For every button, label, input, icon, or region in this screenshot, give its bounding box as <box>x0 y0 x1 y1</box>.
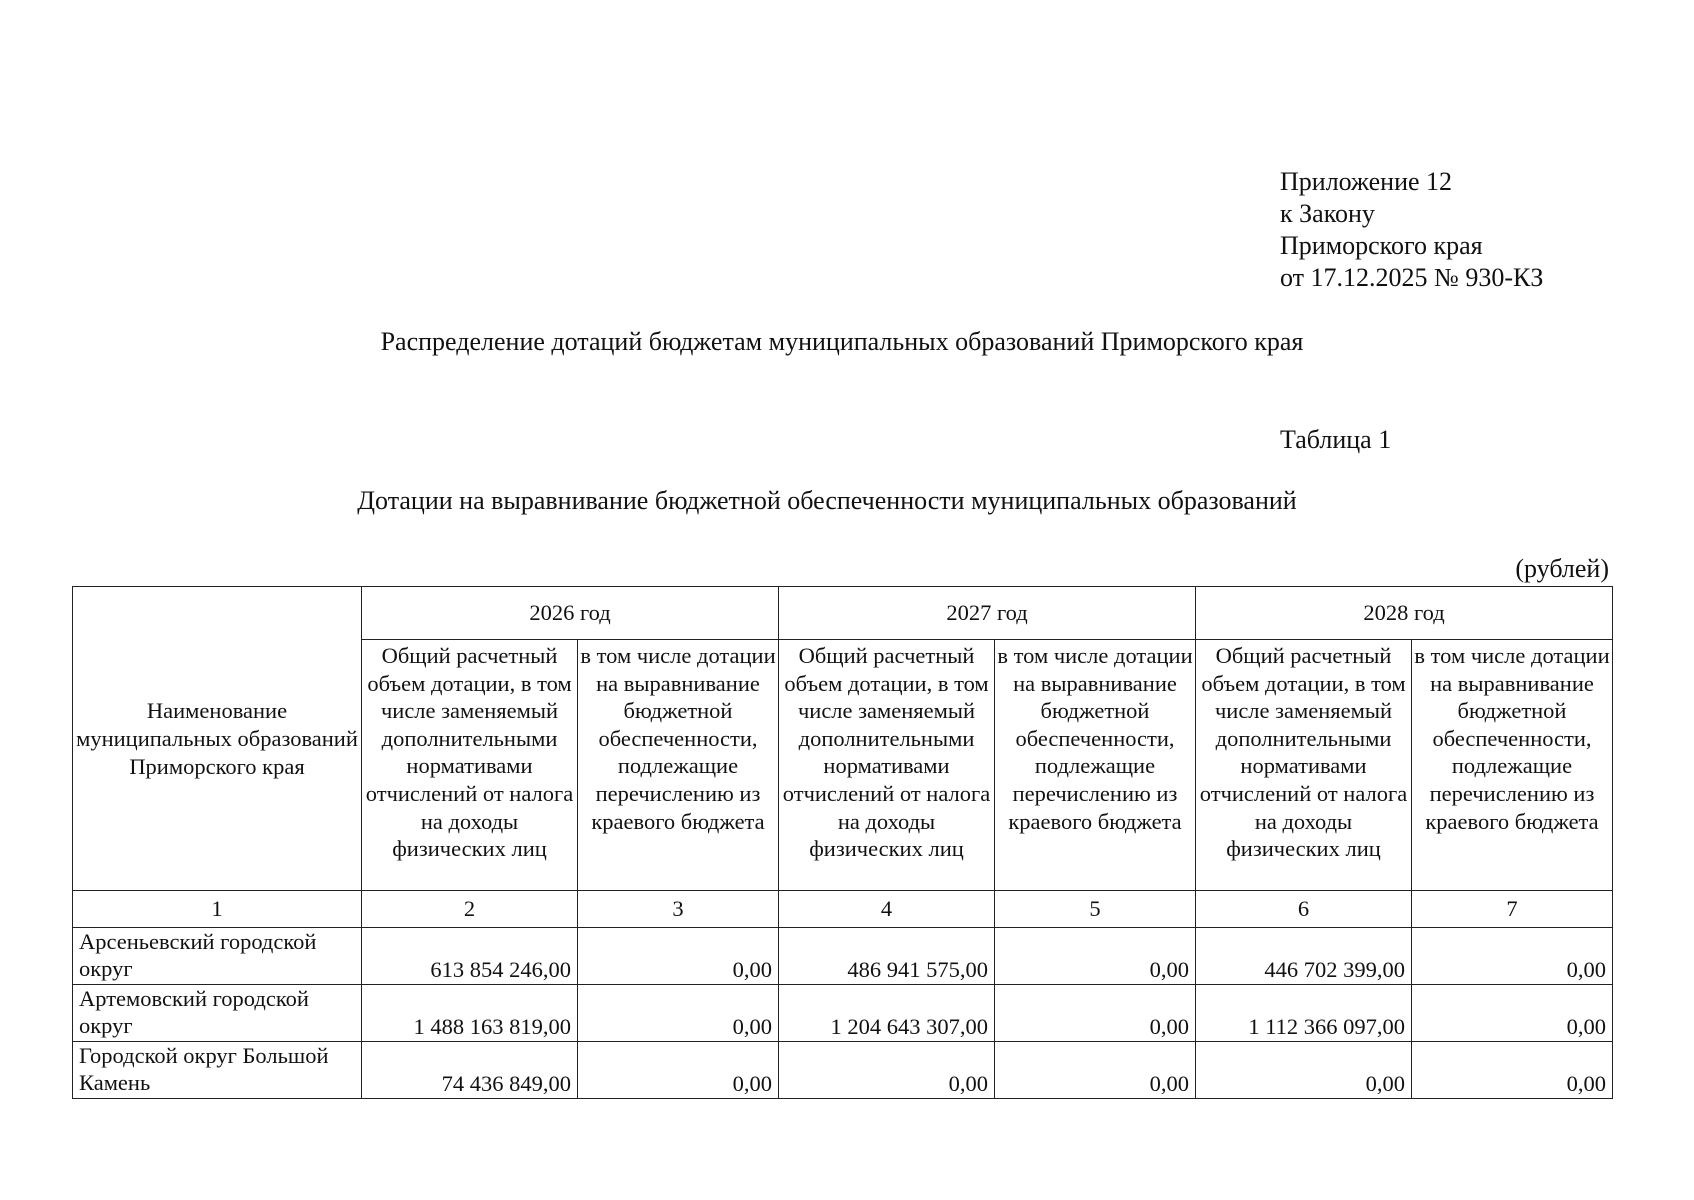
column-number: 1 <box>73 891 362 928</box>
value-cell: 0,00 <box>995 1042 1196 1099</box>
municipality-name: Арсеньевский городской округ <box>73 928 362 985</box>
appendix-block <box>1280 166 1543 294</box>
appendix-line: Приложение 12 <box>1280 167 1453 196</box>
table-title-block <box>0 485 1694 517</box>
column-number: 3 <box>578 891 779 928</box>
header-year-2026: 2026 год <box>362 587 779 640</box>
header-transfer-part: в том числе дотации на выравнивание бюджетной обеспеченности, подлежащие перечислению из краевого бюджета <box>995 640 1196 891</box>
column-number: 7 <box>1412 891 1613 928</box>
column-number: 4 <box>779 891 995 928</box>
header-transfer-part: в том числе дотации на выравнивание бюджетной обеспеченности, подлежащие перечислению из краевого бюджета <box>1412 640 1613 891</box>
municipality-name: Городской округ Большой Камень <box>73 1042 362 1099</box>
value-cell: 0,00 <box>1412 928 1613 985</box>
column-number: 5 <box>995 891 1196 928</box>
document-title-block <box>0 326 1694 358</box>
appendix-line: от 17.12.2025 № 930-КЗ <box>1280 263 1544 292</box>
value-cell: 0,00 <box>578 928 779 985</box>
value-cell: 0,00 <box>1196 1042 1412 1099</box>
value-cell: 0,00 <box>1412 1042 1613 1099</box>
value-cell: 74 436 849,00 <box>362 1042 578 1099</box>
value-cell: 1 488 163 819,00 <box>362 985 578 1042</box>
units-label: (рублей) <box>1515 554 1609 583</box>
value-cell: 0,00 <box>995 985 1196 1042</box>
value-cell: 446 702 399,00 <box>1196 928 1412 985</box>
document-title: Распределение дотаций бюджетам муниципальных образований Приморского края <box>380 327 1304 356</box>
header-year-2028: 2028 год <box>1196 587 1613 640</box>
value-cell: 1 204 643 307,00 <box>779 985 995 1042</box>
subsidy-table <box>72 586 1613 1099</box>
header-total-volume: Общий расчетный объем дотации, в том числе заменяемый дополнительными нормативами отчислений от налога на доходы физических лиц <box>1196 640 1412 891</box>
header-year-2027: 2027 год <box>779 587 1196 640</box>
column-number-row <box>73 891 1613 928</box>
table-label: Таблица 1 <box>1280 425 1392 454</box>
table-row <box>73 985 1613 1042</box>
value-cell: 0,00 <box>578 1042 779 1099</box>
header-row-years <box>73 587 1613 640</box>
table-row <box>73 928 1613 985</box>
header-municipality-name: Наименование муниципальных образований Приморского края <box>73 587 362 891</box>
column-number: 6 <box>1196 891 1412 928</box>
table-title: Дотации на выравнивание бюджетной обеспеченности муниципальных образований <box>357 486 1297 515</box>
header-total-volume: Общий расчетный объем дотации, в том числе заменяемый дополнительными нормативами отчислений от налога на доходы физических лиц <box>779 640 995 891</box>
appendix-line: Приморского края <box>1280 231 1483 260</box>
table-row <box>73 1042 1613 1099</box>
value-cell: 0,00 <box>1412 985 1613 1042</box>
header-total-volume: Общий расчетный объем дотации, в том числе заменяемый дополнительными нормативами отчислений от налога на доходы физических лиц <box>362 640 578 891</box>
value-cell: 0,00 <box>779 1042 995 1099</box>
value-cell: 0,00 <box>578 985 779 1042</box>
value-cell: 0,00 <box>995 928 1196 985</box>
value-cell: 486 941 575,00 <box>779 928 995 985</box>
appendix-line: к Закону <box>1280 199 1375 228</box>
value-cell: 613 854 246,00 <box>362 928 578 985</box>
column-number: 2 <box>362 891 578 928</box>
municipality-name: Артемовский городской округ <box>73 985 362 1042</box>
header-transfer-part: в том числе дотации на выравнивание бюджетной обеспеченности, подлежащие перечислению из краевого бюджета <box>578 640 779 891</box>
value-cell: 1 112 366 097,00 <box>1196 985 1412 1042</box>
